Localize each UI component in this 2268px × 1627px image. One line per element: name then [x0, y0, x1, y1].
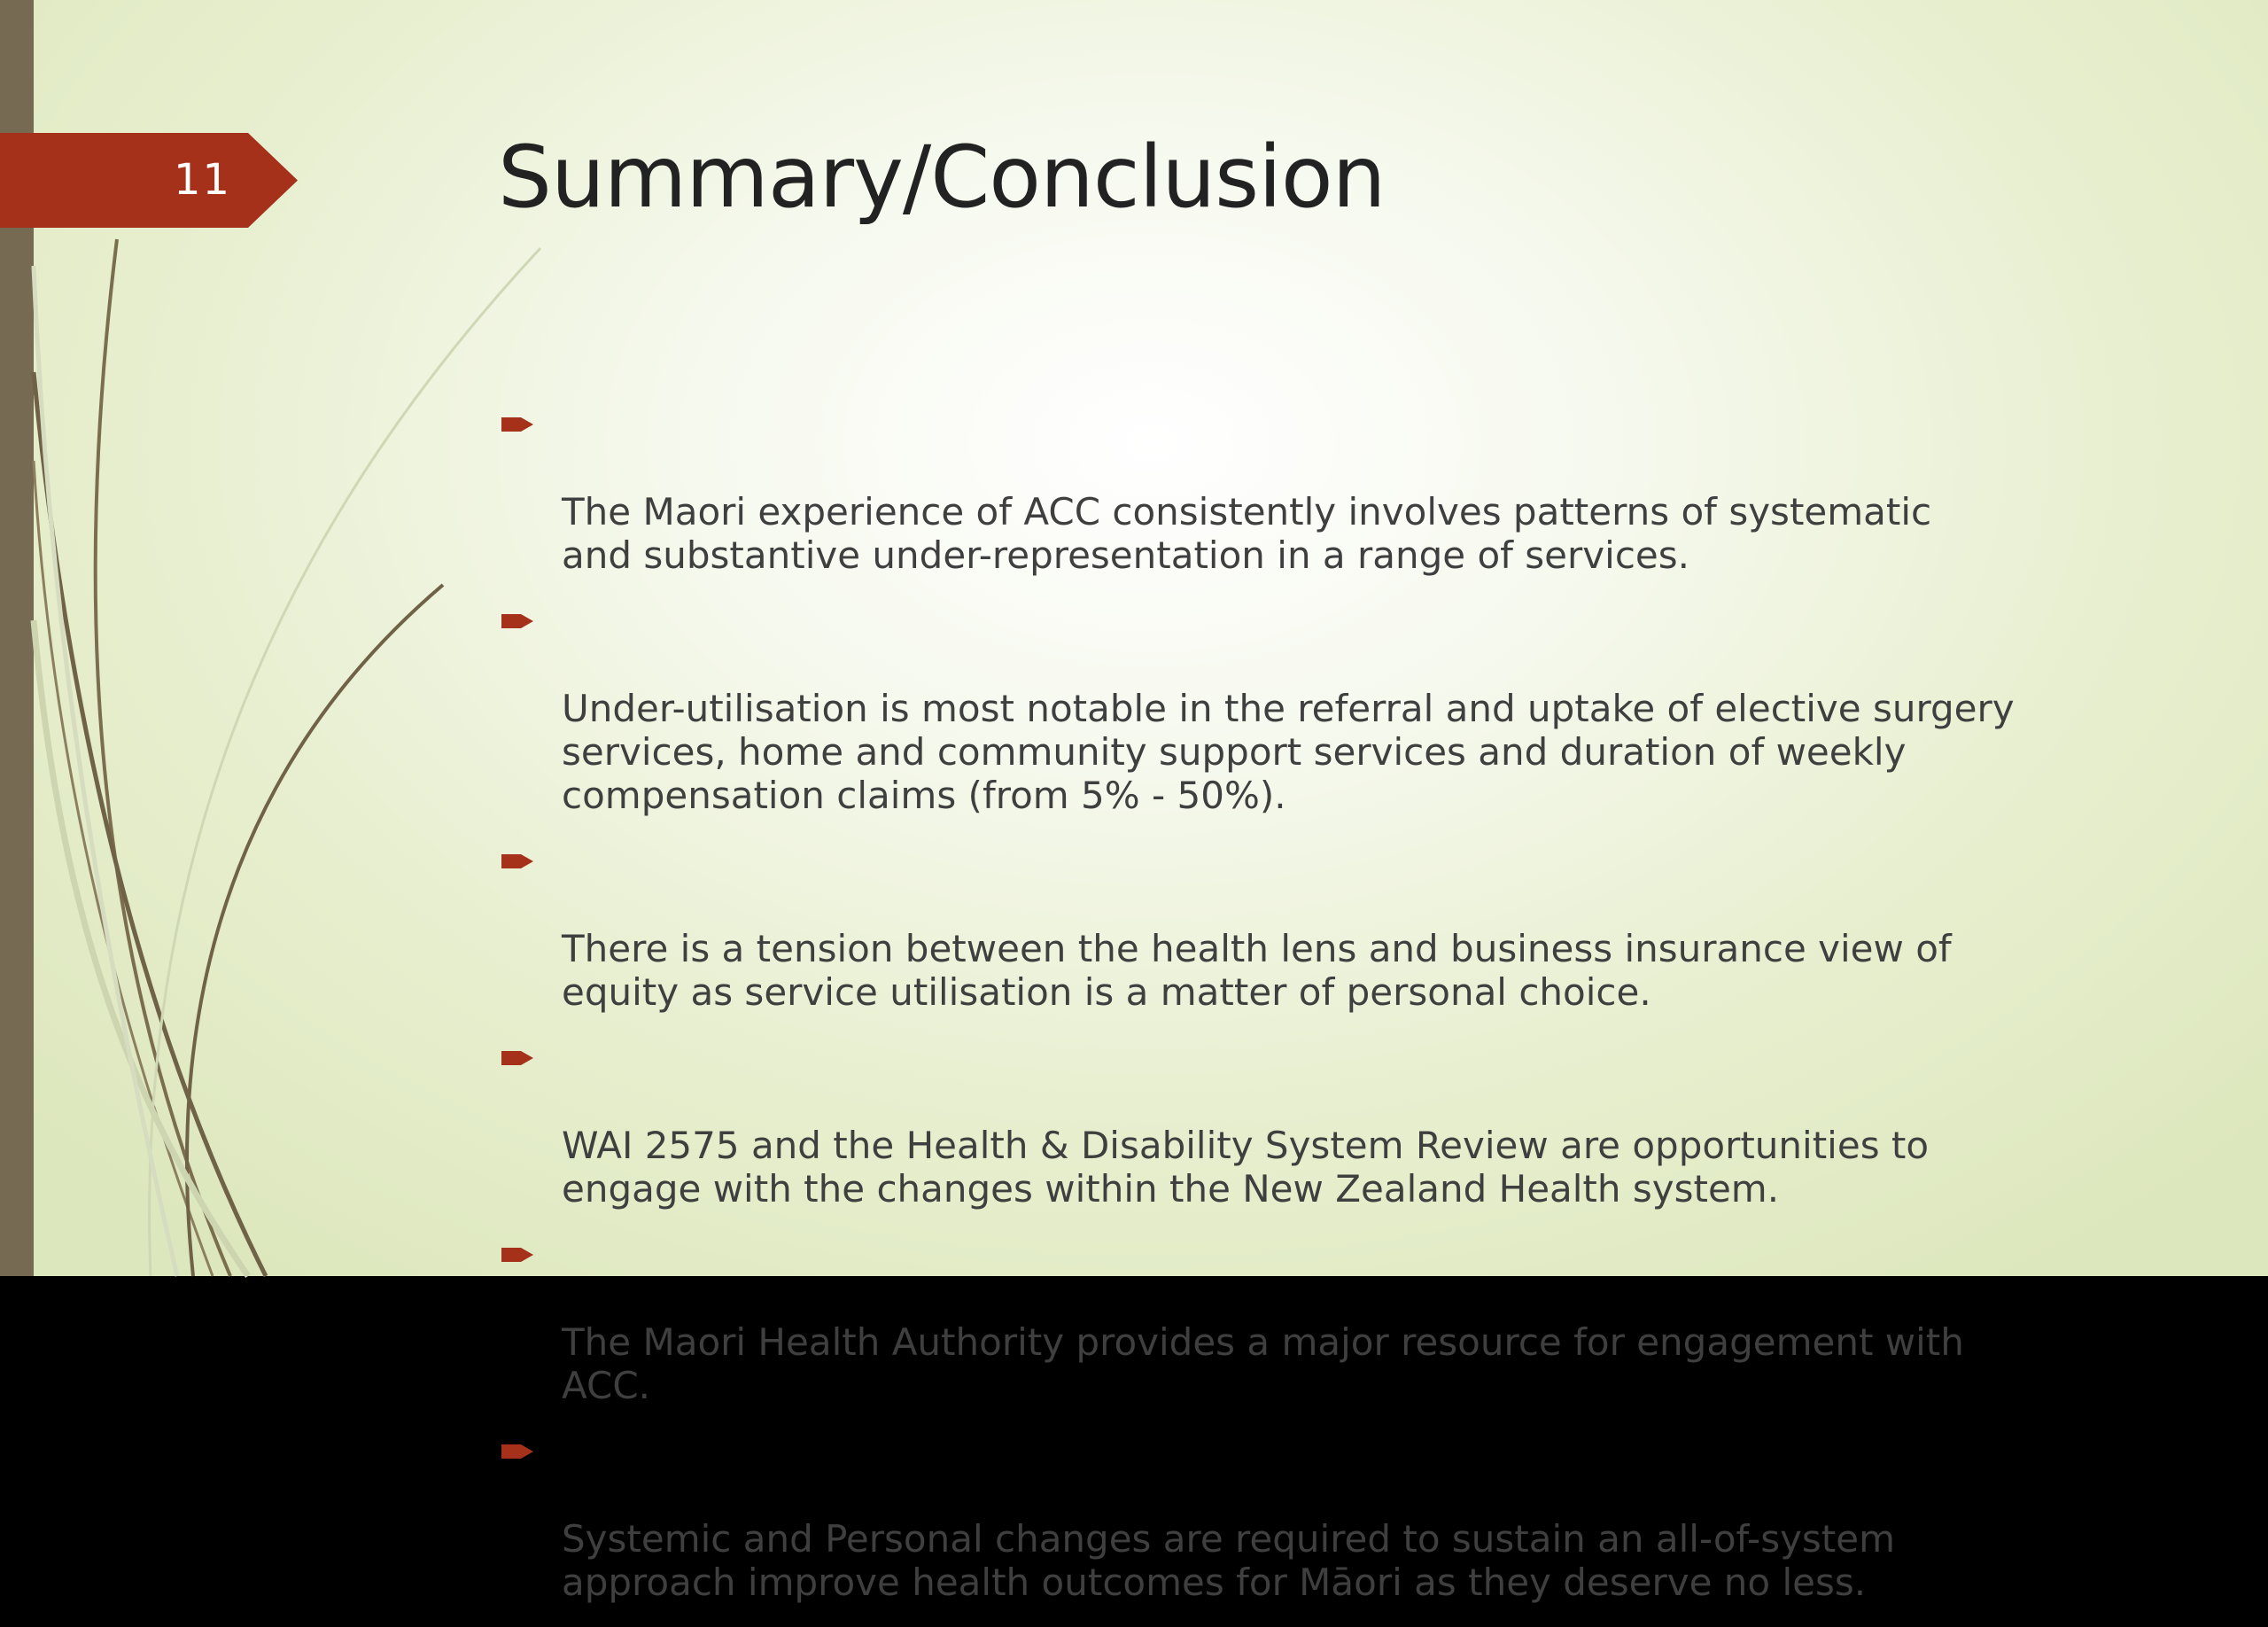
bullet-text: Under-utilisation is most notable in the referral and uptake of elective surgery services, home and community support services and duration of weekly compensation claims (from 5% - 50%). — [562, 687, 2015, 817]
bullet-item — [498, 1037, 2146, 1211]
stem-2 — [34, 372, 266, 1276]
stem-1 — [96, 239, 230, 1276]
bullet-item — [498, 403, 2146, 577]
bullet-text: There is a tension between the health lens and business insurance view of equity as service utilisation is a matter of personal choice. — [562, 927, 1952, 1014]
stem-4 — [187, 585, 443, 1276]
bullet-text: The Maori experience of ACC consistently involves patterns of systematic and substantive under-representation in a range of services. — [562, 490, 1932, 577]
stem-5 — [150, 248, 540, 1276]
marker-arrow-icon — [501, 415, 533, 434]
bullet-text: Systemic and Personal changes are required to sustain an all-of-system approach improve health outcomes for Māori as they deserve no less. — [562, 1517, 1896, 1604]
bullet-list — [498, 403, 2146, 1627]
slide-title: Summary/Conclusion — [498, 128, 1386, 227]
marker-arrow-icon — [501, 1442, 533, 1461]
slide-number: 11 — [174, 155, 232, 205]
marker-arrow-icon — [501, 852, 533, 871]
bullet-text: WAI 2575 and the Health & Disability System Review are opportunities to engage with the changes within the New Zealand Health system. — [562, 1124, 1930, 1211]
marker-arrow-icon — [501, 1048, 533, 1068]
slide-number-tag — [0, 133, 298, 228]
bullet-item — [498, 840, 2146, 1014]
marker-arrow-icon — [501, 1245, 533, 1265]
bullet-item — [498, 1234, 2146, 1407]
tag-shape — [0, 133, 298, 228]
marker-arrow-icon — [501, 611, 533, 631]
bullet-item — [498, 1430, 2146, 1604]
bullet-item — [498, 600, 2146, 817]
bullet-text: The Maori Health Authority provides a major resource for engagement with ACC. — [562, 1320, 1964, 1407]
